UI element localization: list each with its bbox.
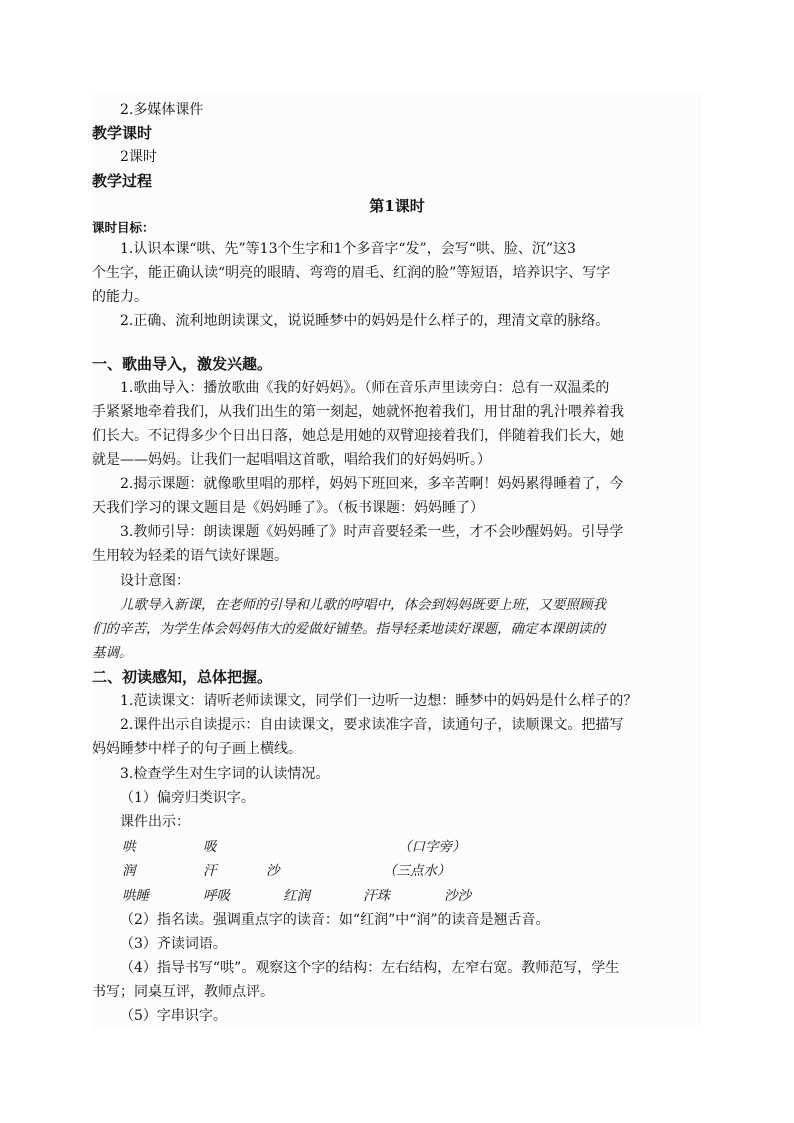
heading-part-2: 二、初读感知，总体把握。 <box>92 668 273 686</box>
para-2-line-2: 天我们学习的课文题目是《妈妈睡了》。（板书课题：妈妈睡了） <box>92 500 484 516</box>
substep-3: （3）齐读词语。 <box>120 936 227 952</box>
heading-part-1: 一、歌曲导入，激发兴趣。 <box>92 355 273 373</box>
substep-2: （2）指名读。强调重点字的读音：如“红润”中“润”的读音是翘舌音。 <box>120 912 550 928</box>
design-intent-label: 设计意图： <box>120 573 190 589</box>
step-2-line-2: 妈妈睡梦中样子的句子画上横线。 <box>92 741 302 757</box>
goal-1-line-2: 个生字，能正确认读“明亮的眼睛、弯弯的眉毛、红润的脸”等短语，培养识字、写字 <box>92 265 611 281</box>
design-intent-line-3: 基调。 <box>92 645 133 661</box>
substep-4-line-1: （4）指导书写“哄”。观察这个字的结构：左右结构，左窄右宽。教师范写，学生 <box>120 960 620 976</box>
step-2-line-1: 2.课件出示自读提示：自由读课文，要求读准字音，读通句子，读顺课文。把描写 <box>120 717 624 733</box>
word-shasha: 沙沙 <box>444 888 471 904</box>
para-1-line-1: 1.歌曲导入：播放歌曲《我的好妈妈》。（师在音乐声里读旁白：总有一双温柔的 <box>120 380 610 396</box>
design-intent-line-1: 儿歌导入新课，在老师的引导和儿歌的哼唱中，体会到妈妈既要上班，又要照顾我 <box>120 597 606 613</box>
char-water-sha: 沙 <box>266 863 280 879</box>
word-hongshui: 哄睡 <box>122 888 149 904</box>
line-materials: 2.多媒体课件 <box>120 102 204 118</box>
goal-1-line-3: 的能力。 <box>92 289 148 305</box>
document-page <box>92 93 702 1030</box>
word-hongrun: 红润 <box>283 888 310 904</box>
char-water-han: 汗 <box>203 863 217 879</box>
courseware-label: 课件出示： <box>120 814 190 830</box>
para-2-line-1: 2.揭示课题：就像歌里唱的那样，妈妈下班回来，多辛苦啊！妈妈累得睡着了，今 <box>120 476 624 492</box>
substep-5: （5）字串识字。 <box>120 1008 227 1024</box>
para-3-line-2: 生用较为轻柔的语气读好课题。 <box>92 548 288 564</box>
step-3: 3.检查学生对生字词的认读情况。 <box>120 766 330 782</box>
section-title-period-1: 第1课时 <box>369 197 425 215</box>
goal-2: 2.正确、流利地朗读课文，说说睡梦中的妈妈是什么样子的，理清文章的脉络。 <box>120 313 610 329</box>
substep-4-line-2: 书写；同桌互评，教师点评。 <box>92 984 274 1000</box>
char-water-run: 润 <box>122 863 136 879</box>
para-1-line-3: 们长大。不记得多少个日出日落，她总是用她的双臂迎接着我们，伴随着我们长大，她 <box>92 428 624 444</box>
line-hours-value: 2课时 <box>120 149 157 165</box>
word-hanzhu: 汗珠 <box>363 888 390 904</box>
label-period-goals: 课时目标： <box>92 220 155 235</box>
heading-teaching-process: 教学过程 <box>92 172 153 190</box>
design-intent-line-2: 们的辛苦，为学生体会妈妈伟大的爱做好铺垫。指导轻柔地读好课题，确定本课朗读的 <box>92 621 605 637</box>
para-1-line-4: 就是——妈妈。让我们一起唱唱这首歌，唱给我们的好妈妈听。） <box>92 452 491 468</box>
char-kou-hong: 哄 <box>122 839 136 855</box>
word-huxi: 呼吸 <box>203 888 230 904</box>
step-1: 1.范读课文：请听老师读课文，同学们一边听一边想：睡梦中的妈妈是什么样子的？ <box>120 693 638 709</box>
para-1-line-2: 手紧紧地牵着我们，从我们出生的第一刻起，她就怀抱着我们，用甘甜的乳汁喂养着我 <box>92 404 624 420</box>
goal-1-line-1: 1.认识本课“哄、先”等13个生字和1个多音字“发”，会写“哄、脸、沉”这3 <box>120 241 576 257</box>
heading-lesson-hours: 教学课时 <box>92 124 153 142</box>
substep-1: （1）偏旁归类识字。 <box>120 790 255 806</box>
radical-kou-label: （口字旁） <box>398 839 466 855</box>
para-3-line-1: 3.教师引导：朗读课题《妈妈睡了》时声音要轻柔一些，才不会吵醒妈妈。引导学 <box>120 524 624 540</box>
radical-water-label: （三点水） <box>383 863 451 879</box>
char-kou-xi: 吸 <box>203 839 217 855</box>
